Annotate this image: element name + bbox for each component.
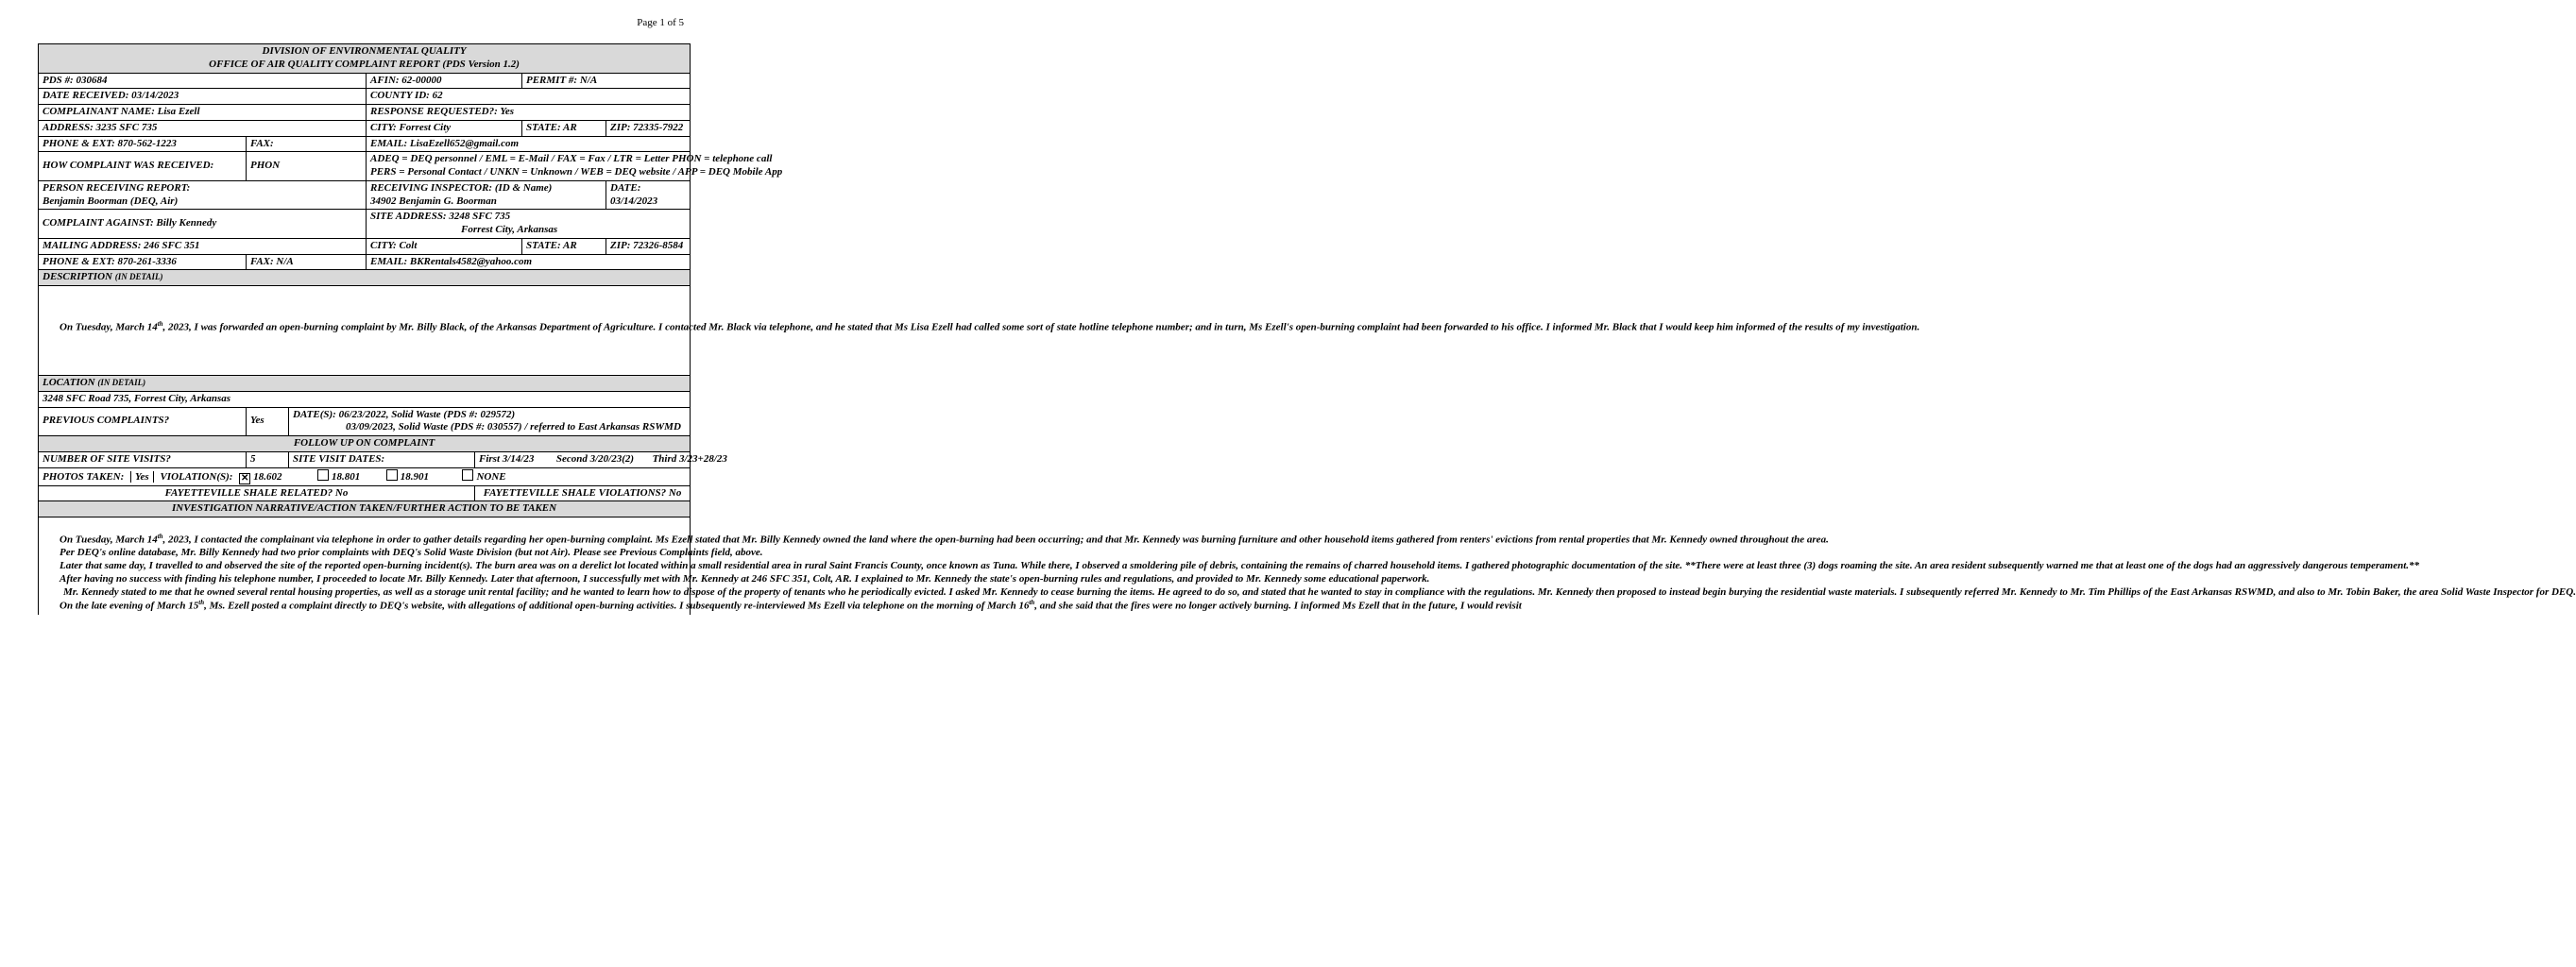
narrative-paragraph-1: On Tuesday, March 14th, 2023, I contacted the complainant via telephone in order to gather details regarding her open-burning complaint. Ms Ezell stated that Mr. Billy Kennedy owned the land where the open-burning had been occurring; and that Mr. Kennedy was burning furniture and other household items gathered from renters' evictions from rental properties that Mr. Kennedy owned throughout the area.	[60, 533, 1829, 546]
location-sub: (IN DETAIL)	[97, 378, 146, 387]
complainant-city: CITY: Forrest City	[367, 120, 522, 136]
complaint-against: COMPLAINT AGAINST: Billy Kennedy	[39, 210, 367, 239]
date-received: DATE RECEIVED: 03/14/2023	[39, 89, 367, 105]
shale-related: FAYETTEVILLE SHALE RELATED? No	[39, 485, 475, 501]
receipt-legend	[367, 152, 783, 181]
receiving-date-label: DATE:	[610, 181, 641, 194]
violation-18801-label: 18.801	[331, 470, 361, 483]
legend-line-1: ADEQ = DEQ personnel / EML = E-Mail / FAX = Fax / LTR = Letter PHON = telephone call	[370, 153, 773, 165]
how-received-label: HOW COMPLAINT WAS RECEIVED:	[39, 152, 247, 181]
previous-complaint-dates	[289, 407, 691, 436]
title-division: DIVISION OF ENVIRONMENTAL QUALITY	[262, 45, 467, 57]
description-label: DESCRIPTION	[43, 271, 112, 283]
photos-violations-row	[39, 467, 691, 485]
location-label: LOCATION	[43, 377, 95, 388]
receiving-inspector-label: RECEIVING INSPECTOR: (ID & Name)	[370, 181, 553, 194]
violation-none-checkbox[interactable]	[462, 469, 473, 481]
violation-18901-label: 18.901	[400, 470, 429, 483]
response-requested: RESPONSE REQUESTED?: Yes	[367, 105, 691, 121]
narrative-paragraph-6: On the late evening of March 15th, Ms. Ezell posted a complaint directly to DEQ's website, with allegations of additional open-burning activities. I subsequently re-interviewed Ms Ezell via telephone on the morning of March 16th, and she said that the fires were no longer actively burning. I informed Ms Ezell that in the future, I would revisit	[60, 599, 1522, 613]
person-receiving	[39, 180, 367, 210]
pds-number: PDS #: 030684	[39, 73, 367, 89]
respondent-state: STATE: AR	[522, 238, 606, 254]
site-address-line-2: Forrest City, Arkansas	[461, 224, 558, 235]
complainant-phone: PHONE & EXT: 870-562-1223	[39, 136, 247, 152]
title-report: OFFICE OF AIR QUALITY COMPLAINT REPORT	[209, 58, 440, 70]
narrative-paragraph-2: Per DEQ's online database, Mr. Billy Kennedy had two prior complaints with DEQ's Solid Waste Division (but not Air). Please see Previous Complaints field, above.	[60, 547, 763, 559]
respondent-zip: ZIP: 72326-8584	[606, 238, 691, 254]
visit-first: First 3/14/23	[479, 452, 535, 465]
photos-label: PHOTOS TAKEN:	[43, 470, 125, 483]
report-title	[39, 44, 691, 74]
site-visit-dates-label: SITE VISIT DATES:	[289, 451, 475, 467]
narrative-paragraph-4: After having no success with finding his telephone number, I proceeded to locate Mr. Billy Kennedy. Later that afternoon, I successfully met with Mr. Kennedy at 246 SFC 351, Colt, AR. I explained to Mr. Kennedy the state's open-burning rules and regulations, and provided to Mr. Kennedy some educational paperwork.	[60, 572, 1430, 585]
receiving-inspector	[367, 180, 606, 210]
violation-18602-label: 18.602	[253, 470, 282, 483]
respondent-phone: PHONE & EXT: 870-261-3336	[39, 254, 247, 270]
description-header	[39, 270, 691, 286]
visit-third: Third 3/23+28/23	[652, 452, 727, 465]
location-header	[39, 376, 691, 392]
receiving-date	[606, 180, 691, 210]
mailing-address: MAILING ADDRESS: 246 SFC 351	[39, 238, 367, 254]
complainant-address: ADDRESS: 3235 SFC 735	[39, 120, 367, 136]
previous-dates-line-1: DATE(S): 06/23/2022, Solid Waste (PDS #: 029572)	[293, 408, 516, 420]
previous-complaints-value: Yes	[247, 407, 289, 436]
site-visits-label: NUMBER OF SITE VISITS?	[39, 451, 247, 467]
complainant-state: STATE: AR	[522, 120, 606, 136]
complainant-email: EMAIL: LisaEzell652@gmail.com	[367, 136, 691, 152]
receiving-date-value: 03/14/2023	[610, 195, 658, 207]
visit-second: Second 3/20/23(2)	[555, 452, 635, 465]
respondent-fax: FAX: N/A	[247, 254, 367, 270]
narrative-paragraph-5: Mr. Kennedy stated to me that he owned several rental housing properties, as well as a storage unit rental facility; and he wanted to learn how to dispose of the property of tenants who he periodically evicted. I asked Mr. Kennedy to cease burning the items. He agreed to do so, and stated that he wanted to stay in compliance with the regulations. Mr. Kennedy then proposed to instead begin burying the residential waste materials. I subsequently referred Mr. Kennedy to Mr. Tim Phillips of the East Arkansas RSWMD, and also to Mr. Tobin Baker, the area Solid Waste Inspector for DEQ.	[63, 585, 2576, 598]
pds-version: (PDS Version 1.2)	[442, 58, 520, 70]
follow-up-heading: FOLLOW UP ON COMPLAINT	[39, 436, 691, 452]
site-address	[367, 210, 691, 239]
narrative-paragraph-3: Later that same day, I travelled to and observed the site of the reported open-burning incident(s). The burn area was on a derelict lot located within a small residential area in rural Saint Francis County, once known as Tuna. While there, I observed a smoldering pile of debris, containing the remains of charred household items. I gathered photographic documentation of the site. **There were at least three (3) dogs roaming the site. An area resident subsequently warned me that at least one of the dogs had an aggressively dangerous temperament.**	[60, 560, 2420, 572]
how-received-value: PHON	[247, 152, 367, 181]
complaint-report-form	[38, 43, 2576, 615]
violation-none-label: NONE	[476, 470, 506, 483]
description-text: On Tuesday, March 14th, 2023, I was forwarded an open-burning complaint by Mr. Billy Black, of the Arkansas Department of Agriculture. I contacted Mr. Black via telephone, and he stated that Ms Lisa Ezell had called some sort of state hotline telephone number; and in turn, Ms Ezell's open-burning complaint had been forwarded to his office. I informed Mr. Black that I would keep him informed of the results of my investigation.	[60, 320, 1920, 333]
complainant-name: COMPLAINANT NAME: Lisa Ezell	[39, 105, 367, 121]
narrative-body	[39, 517, 2576, 615]
violation-18801-checkbox[interactable]	[317, 469, 329, 481]
shale-violations: FAYETTEVILLE SHALE VIOLATIONS? No	[475, 485, 691, 501]
respondent-email: EMAIL: BKRentals4582@yahoo.com	[367, 254, 691, 270]
location-value: 3248 SFC Road 735, Forrest City, Arkansas	[39, 391, 691, 407]
previous-complaints-label: PREVIOUS COMPLAINTS?	[39, 407, 247, 436]
receiving-inspector-value: 34902 Benjamin G. Boorman	[370, 195, 497, 207]
respondent-city: CITY: Colt	[367, 238, 522, 254]
page-number: Page 1 of 5	[637, 17, 684, 28]
permit-number: PERMIT #: N/A	[522, 73, 691, 89]
site-address-line-1: SITE ADDRESS: 3248 SFC 735	[370, 211, 511, 223]
complainant-zip: ZIP: 72335-7922	[606, 120, 691, 136]
person-receiving-label: PERSON RECEIVING REPORT:	[43, 181, 191, 194]
afin: AFIN: 62-00000	[367, 73, 522, 89]
description-body	[39, 286, 1920, 376]
site-visits-value: 5	[247, 451, 289, 467]
narrative-heading: INVESTIGATION NARRATIVE/ACTION TAKEN/FURTHER ACTION TO BE TAKEN	[39, 501, 691, 517]
previous-dates-line-2: 03/09/2023, Solid Waste (PDS #: 030557) / referred to East Arkansas RSWMD	[346, 421, 681, 433]
legend-line-2: PERS = Personal Contact / UNKN = Unknown / WEB = DEQ website / APP = DEQ Mobile App	[370, 166, 783, 178]
site-visit-dates	[475, 451, 727, 467]
complainant-fax: FAX:	[247, 136, 367, 152]
photos-value: Yes	[130, 471, 154, 483]
violation-18901-checkbox[interactable]	[386, 469, 398, 481]
description-sub: (IN DETAIL)	[114, 272, 163, 282]
violation-18602-checkbox[interactable]: ✕	[241, 472, 249, 484]
violations-label: VIOLATION(S):	[160, 470, 233, 483]
person-receiving-value: Benjamin Boorman (DEQ, Air)	[43, 195, 179, 207]
county-id: COUNTY ID: 62	[367, 89, 691, 105]
